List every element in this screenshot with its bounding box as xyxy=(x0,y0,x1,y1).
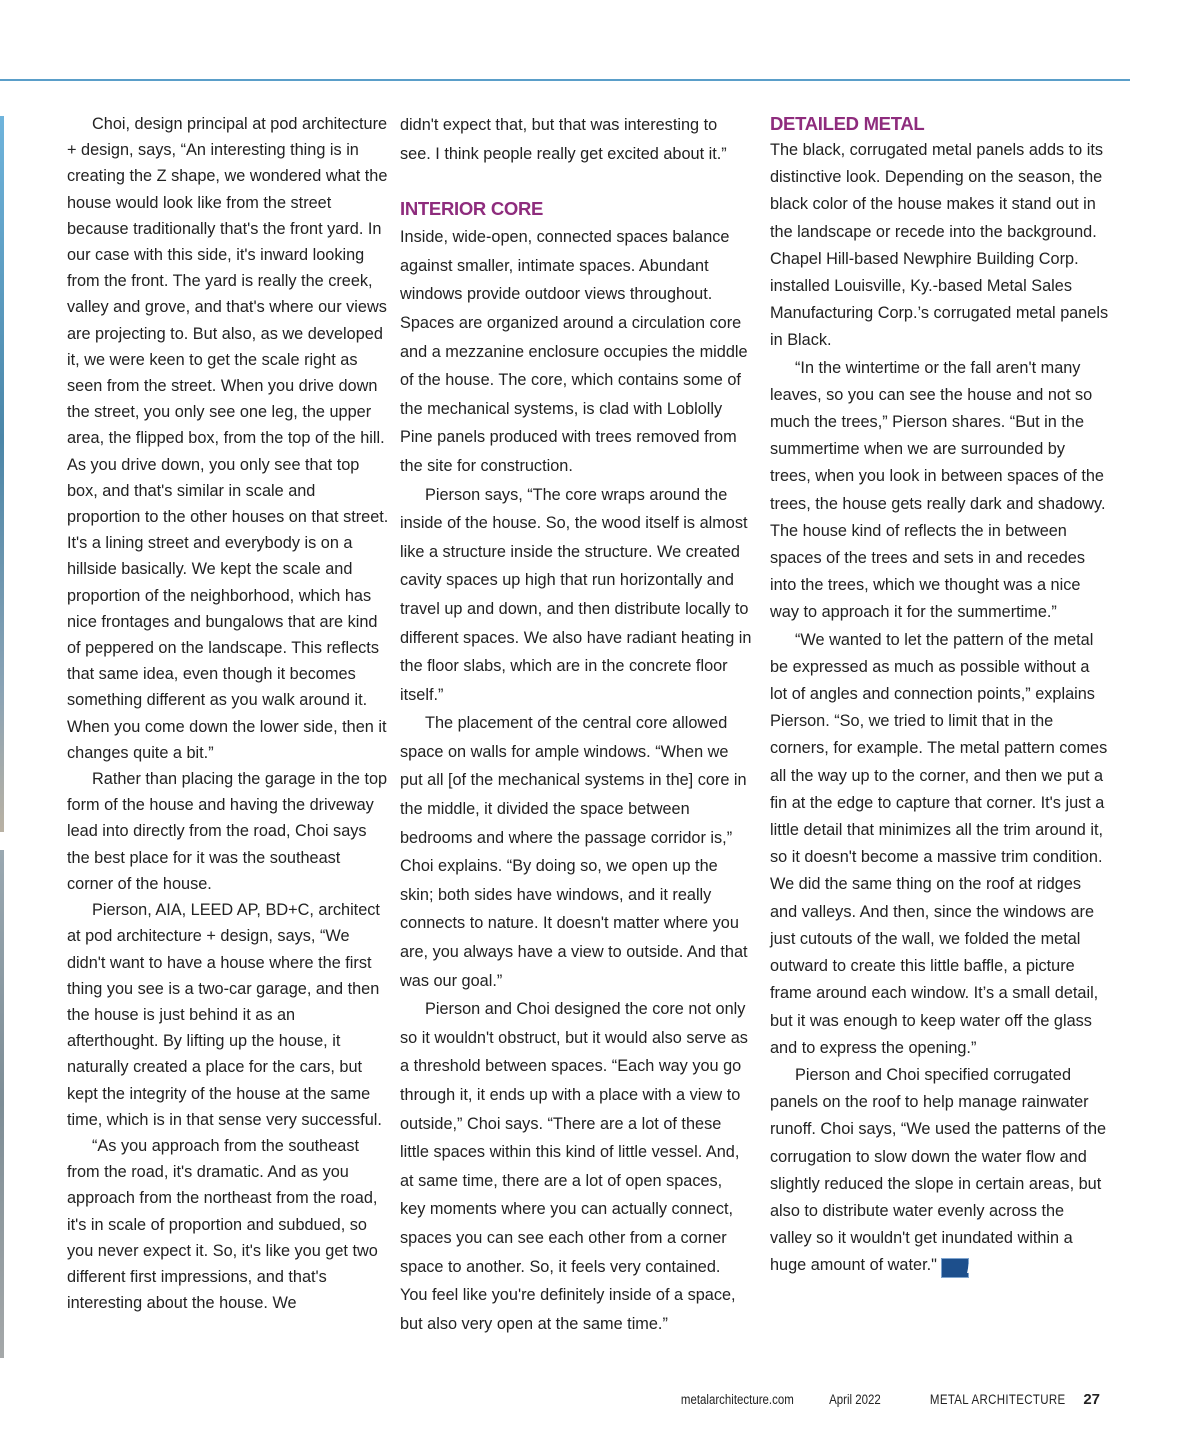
end-mark-logo-icon: Ma xyxy=(941,1258,969,1278)
page-number: 27 xyxy=(1083,1391,1100,1408)
body-paragraph: The black, corrugated metal panels adds to its distinctive look. Depending on the season, the black color of the house makes it stand out in the landscape or recede into the background. Chapel Hill-based Newphire Building Corp. installed Louisville, Ky.-based Metal Sales Manufacturing Corp.’s corrugated metal panels in Black. xyxy=(770,141,1109,350)
article-column-3 xyxy=(770,111,1110,1280)
header-rule xyxy=(0,79,1130,81)
article-column-1 xyxy=(67,111,389,1316)
footer-url: metalarchitecture.com xyxy=(680,1392,794,1407)
section-heading-detailed-metal: DETAILED METAL xyxy=(770,113,925,134)
body-paragraph: Rather than placing the garage in the top form of the house and having the driveway lead into directly from the road, Choi says the best place for it was the southeast corner of the house. xyxy=(67,770,388,893)
body-paragraph: “In the wintertime or the fall aren't many leaves, so you can see the house and not so much the trees,” Pierson shares. “But in the summertime when we are surrounded by trees, when you look in between spaces of the trees, the house gets really dark and shadowy. The house kind of reflects the in between spaces of the trees and sets in and recedes into the trees, which we thought was a nice way to approach it for the summertime.” xyxy=(770,358,1106,622)
body-paragraph: Choi, design principal at pod architecture + design, says, “An interesting thing is in creating the Z shape, we wondered what the house would look like from the street because traditionally that's the front yard. In our case with this side, it's inward looking from the front. The yard is really the creek, valley and grove, and that's where our views are projecting to. But also, as we developed it, we were keen to get the scale right as seen from the street. When you drive down the street, you only see one leg, the upper area, the flipped box, from the top of the hill. As you drive down, you only see that top box, and that's similar in scale and proportion to the other houses on that street. It's a lining street and everybody is on a hillside basically. We kept the scale and proportion of the neighborhood, which has nice frontages and bungalows that are kind of peppered on the landscape. This reflects that same idea, even though it becomes something different as you walk around it. When you come down the lower side, then it changes quite a bit.” xyxy=(67,115,389,762)
body-paragraph: “We wanted to let the pattern of the metal be expressed as much as possible without a lot of angles and connection points,” explains Pierson. “So, we tried to limit that in the corners, for example. The metal pattern comes all the way up to the corner, and then we put a fin at the edge to capture that corner. It's just a little detail that minimizes all the trim around it, so it doesn't become a massive trim condition. We did the same thing on the roof at ridges and valleys. And then, since the windows are just cutouts of the wall, we folded the metal outward to create this little baffle, a picture frame around each window. It’s a small detail, but it was enough to keep water off the glass and to express the opening.” xyxy=(770,630,1108,1057)
body-paragraph: Pierson says, “The core wraps around the inside of the house. So, the wood itself is almost like a structure inside the structure. We created cavity spaces up high that run horizontally and travel up and down, and then distribute locally to different spaces. We also have radiant heating in the floor slabs, which are in the concrete floor itself.” xyxy=(400,485,752,704)
footer-magazine-name: METAL ARCHITECTURE xyxy=(929,1392,1066,1407)
article-column-2 xyxy=(400,111,752,1338)
final-paragraph-text: Pierson and Choi specified corrugated panels on the roof to help manage rainwater runoff. Choi says, “We used the patterns of the corrugation to slow down the water flow and slightly reduced the slope in certain areas, but also to distribute water evenly across the valley so it wouldn't get inundated within a huge amount of water." xyxy=(770,1065,1107,1275)
continued-paragraph: didn't expect that, but that was interesting to see. I think people really get excited about it.” xyxy=(400,116,727,163)
body-paragraph: The placement of the central core allowed space on walls for ample windows. “When we put all [of the mechanical systems in the] core in the middle, it divided the space between bedrooms and where the passage corridor is,” Choi explains. “By doing so, we open up the skin; both sides have windows, and it really connects to nature. It doesn't matter where you are, you always have a view to outside. And that was our goal.” xyxy=(400,714,748,990)
body-paragraph: “As you approach from the southeast from the road, it's dramatic. And as you approach from the northeast from the road, it's in scale of proportion and subdued, so you never expect it. So, it's like you get two different first impressions, and that's interesting about the house. We xyxy=(67,1136,378,1313)
body-paragraph: Pierson and Choi designed the core not only so it wouldn't obstruct, but it would also serve as a threshold between spaces. “Each way you go through it, it ends up with a place with a view to outside,” Choi says. “There are a lot of these little spaces within this kind of little vessel. And, at same time, there are a lot of open spaces, key moments where you can actually connect, spaces you can see each other from a corner space to another. So, it feels very contained. You feel like you're definitely inside of a space, but also very open at the same time.” xyxy=(400,1000,748,1333)
final-paragraph xyxy=(770,1062,1110,1280)
body-paragraph: Inside, wide-open, connected spaces balance against smaller, intimate spaces. Abundant windows provide outdoor views throughout. Spaces are organized around a circulation core and a mezzanine enclosure occupies the middle of the house. The core, which contains some of the mechanical systems, is clad with Loblolly Pine panels produced with trees removed from the site for construction. xyxy=(400,228,748,475)
section-heading-interior-core: INTERIOR CORE xyxy=(400,198,544,220)
photo-edge-upper xyxy=(0,116,4,832)
footer-date: April 2022 xyxy=(828,1392,881,1407)
photo-edge-lower xyxy=(0,850,4,1358)
body-paragraph: Pierson, AIA, LEED AP, BD+C, architect at pod architecture + design, says, “We didn't want to have a house where the first thing you see is a two-car garage, and then the house is just behind it as an afterthought. By lifting up the house, it naturally created a place for the cars, but kept the integrity of the house at the same time, which is in that sense very successful. xyxy=(67,901,382,1129)
page-footer xyxy=(661,1391,1100,1408)
